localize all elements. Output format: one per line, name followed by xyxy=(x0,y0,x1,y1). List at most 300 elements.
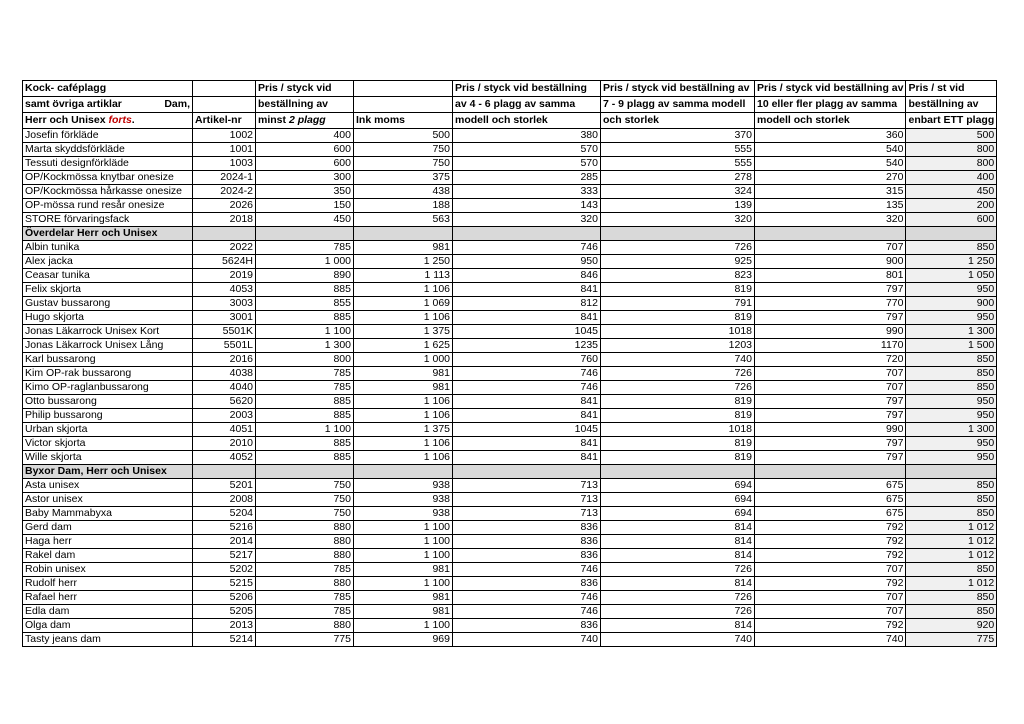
cell-price-7-9: 819 xyxy=(601,283,755,297)
table-row xyxy=(23,283,997,297)
cell-price-incl-vat: 1 375 xyxy=(354,325,453,339)
cell-price-10plus: 797 xyxy=(755,395,906,409)
cell-article-number: 4038 xyxy=(193,367,256,381)
cell-price-single: 850 xyxy=(906,381,997,395)
cell-price-10plus: 270 xyxy=(755,171,906,185)
cell-product-name: Astor unisex xyxy=(23,493,193,507)
cell-product-name: Rudolf herr xyxy=(23,577,193,591)
cell-price-10plus: 707 xyxy=(755,605,906,619)
cell-price-10plus: 720 xyxy=(755,353,906,367)
cell-price-incl-vat: 969 xyxy=(354,633,453,647)
cell-product-name: Asta unisex xyxy=(23,479,193,493)
cell-price-10plus: 707 xyxy=(755,367,906,381)
cell-price-single: 1 012 xyxy=(906,521,997,535)
section-title: Byxor Dam, Herr och Unisex xyxy=(23,465,193,479)
section-empty-cell xyxy=(354,465,453,479)
cell-product-name: Jonas Läkarrock Unisex Kort xyxy=(23,325,193,339)
cell-price-incl-vat: 1 625 xyxy=(354,339,453,353)
cell-price-4-6: 746 xyxy=(453,241,601,255)
cell-price-min2: 785 xyxy=(256,381,354,395)
cell-article-number: 5206 xyxy=(193,591,256,605)
cell-price-10plus: 792 xyxy=(755,577,906,591)
cell-price-10plus: 360 xyxy=(755,129,906,143)
cell-price-single: 800 xyxy=(906,143,997,157)
cell-price-min2: 300 xyxy=(256,171,354,185)
cell-price-incl-vat: 375 xyxy=(354,171,453,185)
header-price-7-9: 7 - 9 plagg av samma modell xyxy=(601,97,755,113)
cell-price-4-6: 713 xyxy=(453,507,601,521)
cell-price-10plus: 675 xyxy=(755,479,906,493)
header-price-4-6: modell och storlek xyxy=(453,113,601,129)
cell-price-7-9: 814 xyxy=(601,577,755,591)
cell-article-number: 5204 xyxy=(193,507,256,521)
cell-price-min2: 1 100 xyxy=(256,325,354,339)
section-empty-cell xyxy=(906,465,997,479)
cell-price-incl-vat: 981 xyxy=(354,241,453,255)
cell-product-name: Albin tunika xyxy=(23,241,193,255)
cell-product-name: OP/Kockmössa hårkasse onesize xyxy=(23,185,193,199)
table-row xyxy=(23,451,997,465)
cell-article-number: 2003 xyxy=(193,409,256,423)
cell-price-4-6: 143 xyxy=(453,199,601,213)
cell-price-4-6: 746 xyxy=(453,591,601,605)
header-price-10plus: modell och storlek xyxy=(755,113,906,129)
header-price-10plus: 10 eller fler plagg av samma xyxy=(755,97,906,113)
cell-price-single: 850 xyxy=(906,591,997,605)
cell-price-10plus: 320 xyxy=(755,213,906,227)
cell-price-incl-vat: 981 xyxy=(354,605,453,619)
cell-article-number: 4040 xyxy=(193,381,256,395)
header-price-min2: Pris / styck vid xyxy=(256,81,354,97)
cell-price-4-6: 836 xyxy=(453,577,601,591)
table-row xyxy=(23,395,997,409)
cell-price-7-9: 370 xyxy=(601,129,755,143)
cell-price-10plus: 990 xyxy=(755,423,906,437)
cell-price-7-9: 819 xyxy=(601,409,755,423)
cell-article-number: 3001 xyxy=(193,311,256,325)
cell-article-number: 2014 xyxy=(193,535,256,549)
cell-price-10plus: 770 xyxy=(755,297,906,311)
cell-price-10plus: 707 xyxy=(755,563,906,577)
cell-price-7-9: 139 xyxy=(601,199,755,213)
cell-price-10plus: 900 xyxy=(755,255,906,269)
header-price-min2: minst 2 plagg xyxy=(256,113,354,129)
cell-price-single: 850 xyxy=(906,367,997,381)
cell-product-name: Wille skjorta xyxy=(23,451,193,465)
cell-price-4-6: 746 xyxy=(453,381,601,395)
cell-price-min2: 880 xyxy=(256,521,354,535)
table-row xyxy=(23,325,997,339)
cell-price-4-6: 713 xyxy=(453,493,601,507)
cell-price-10plus: 707 xyxy=(755,241,906,255)
cell-price-7-9: 791 xyxy=(601,297,755,311)
cell-price-single: 1 012 xyxy=(906,549,997,563)
cell-price-10plus: 1170 xyxy=(755,339,906,353)
cell-price-incl-vat: 1 100 xyxy=(354,549,453,563)
cell-article-number: 4053 xyxy=(193,283,256,297)
cell-price-7-9: 814 xyxy=(601,549,755,563)
header-art-blank xyxy=(193,81,256,97)
cell-article-number: 4052 xyxy=(193,451,256,465)
cell-price-min2: 885 xyxy=(256,311,354,325)
cell-price-7-9: 1203 xyxy=(601,339,755,353)
table-row xyxy=(23,563,997,577)
cell-price-single: 450 xyxy=(906,185,997,199)
section-row xyxy=(23,465,997,479)
cell-price-min2: 880 xyxy=(256,577,354,591)
section-empty-cell xyxy=(354,227,453,241)
cell-article-number: 4051 xyxy=(193,423,256,437)
cell-article-number: 2022 xyxy=(193,241,256,255)
cell-product-name: Rakel dam xyxy=(23,549,193,563)
section-empty-cell xyxy=(906,227,997,241)
cell-price-7-9: 555 xyxy=(601,157,755,171)
cell-price-incl-vat: 750 xyxy=(354,157,453,171)
cell-product-name: Marta skyddsförkläde xyxy=(23,143,193,157)
cell-price-7-9: 814 xyxy=(601,619,755,633)
cell-price-10plus: 707 xyxy=(755,591,906,605)
cell-price-min2: 890 xyxy=(256,269,354,283)
cell-price-min2: 885 xyxy=(256,437,354,451)
cell-price-10plus: 135 xyxy=(755,199,906,213)
cell-price-single: 950 xyxy=(906,311,997,325)
cell-price-10plus: 707 xyxy=(755,381,906,395)
cell-price-min2: 800 xyxy=(256,353,354,367)
section-empty-cell xyxy=(256,465,354,479)
table-row xyxy=(23,549,997,563)
header-moms-blank xyxy=(354,97,453,113)
cell-price-4-6: 570 xyxy=(453,143,601,157)
cell-price-min2: 600 xyxy=(256,157,354,171)
section-empty-cell xyxy=(755,465,906,479)
header-moms-blank xyxy=(354,81,453,97)
table-row xyxy=(23,171,997,185)
cell-product-name: Kim OP-rak bussarong xyxy=(23,367,193,381)
cell-price-10plus: 797 xyxy=(755,437,906,451)
table-row xyxy=(23,353,997,367)
header-price-4-6: Pris / styck vid beställning xyxy=(453,81,601,97)
cell-price-7-9: 726 xyxy=(601,381,755,395)
cell-price-4-6: 333 xyxy=(453,185,601,199)
cell-price-min2: 785 xyxy=(256,563,354,577)
cell-price-min2: 150 xyxy=(256,199,354,213)
cell-price-min2: 880 xyxy=(256,549,354,563)
cell-price-single: 1 012 xyxy=(906,535,997,549)
cell-price-single: 600 xyxy=(906,213,997,227)
cell-price-4-6: 812 xyxy=(453,297,601,311)
cell-price-min2: 885 xyxy=(256,395,354,409)
cell-price-incl-vat: 1 100 xyxy=(354,521,453,535)
cell-price-min2: 785 xyxy=(256,241,354,255)
cell-price-7-9: 726 xyxy=(601,605,755,619)
cell-price-single: 200 xyxy=(906,199,997,213)
cell-price-min2: 785 xyxy=(256,591,354,605)
table-row xyxy=(23,381,997,395)
cell-price-7-9: 740 xyxy=(601,633,755,647)
table-row xyxy=(23,213,997,227)
header-price-single: enbart ETT plagg xyxy=(906,113,997,129)
header-category: Herr och Unisex forts. xyxy=(23,113,193,129)
cell-price-min2: 450 xyxy=(256,213,354,227)
cell-price-10plus: 797 xyxy=(755,409,906,423)
cell-price-incl-vat: 1 100 xyxy=(354,535,453,549)
header-category: samt övriga artiklar Dam, xyxy=(23,97,193,113)
cell-product-name: Gerd dam xyxy=(23,521,193,535)
header-price-10plus: Pris / styck vid beställning av xyxy=(755,81,906,97)
table-row xyxy=(23,311,997,325)
cell-price-7-9: 819 xyxy=(601,395,755,409)
cell-product-name: Ceasar tunika xyxy=(23,269,193,283)
table-row xyxy=(23,241,997,255)
cell-price-7-9: 740 xyxy=(601,353,755,367)
cell-price-incl-vat: 1 113 xyxy=(354,269,453,283)
cell-price-single: 850 xyxy=(906,241,997,255)
cell-product-name: Urban skjorta xyxy=(23,423,193,437)
cell-price-incl-vat: 1 106 xyxy=(354,437,453,451)
cell-article-number: 5214 xyxy=(193,633,256,647)
cell-price-incl-vat: 500 xyxy=(354,129,453,143)
section-empty-cell xyxy=(453,227,601,241)
cell-product-name: Robin unisex xyxy=(23,563,193,577)
cell-article-number: 5216 xyxy=(193,521,256,535)
cell-product-name: Felix skjorta xyxy=(23,283,193,297)
cell-article-number: 5501L xyxy=(193,339,256,353)
cell-price-7-9: 819 xyxy=(601,451,755,465)
cell-price-single: 900 xyxy=(906,297,997,311)
cell-price-single: 775 xyxy=(906,633,997,647)
cell-article-number: 2016 xyxy=(193,353,256,367)
header-price-7-9: och storlek xyxy=(601,113,755,129)
header-price-4-6: av 4 - 6 plagg av samma xyxy=(453,97,601,113)
cell-article-number: 5620 xyxy=(193,395,256,409)
cell-price-4-6: 841 xyxy=(453,409,601,423)
table-row xyxy=(23,605,997,619)
cell-price-single: 850 xyxy=(906,605,997,619)
section-title: Överdelar Herr och Unisex xyxy=(23,227,193,241)
cell-price-7-9: 1018 xyxy=(601,423,755,437)
cell-price-incl-vat: 981 xyxy=(354,367,453,381)
cell-price-7-9: 320 xyxy=(601,213,755,227)
cell-product-name: Victor skjorta xyxy=(23,437,193,451)
cell-price-incl-vat: 1 000 xyxy=(354,353,453,367)
cell-price-10plus: 675 xyxy=(755,493,906,507)
cell-price-single: 1 050 xyxy=(906,269,997,283)
cell-price-7-9: 819 xyxy=(601,437,755,451)
cell-price-single: 850 xyxy=(906,493,997,507)
cell-price-incl-vat: 981 xyxy=(354,381,453,395)
cell-price-min2: 885 xyxy=(256,283,354,297)
table-header xyxy=(23,81,997,129)
cell-price-single: 850 xyxy=(906,563,997,577)
cell-price-min2: 880 xyxy=(256,535,354,549)
cell-price-min2: 785 xyxy=(256,605,354,619)
cell-price-single: 800 xyxy=(906,157,997,171)
cell-article-number: 5205 xyxy=(193,605,256,619)
cell-price-min2: 750 xyxy=(256,479,354,493)
cell-price-7-9: 925 xyxy=(601,255,755,269)
table-row xyxy=(23,199,997,213)
cell-price-min2: 775 xyxy=(256,633,354,647)
cell-price-10plus: 990 xyxy=(755,325,906,339)
cell-price-incl-vat: 981 xyxy=(354,563,453,577)
cell-price-7-9: 819 xyxy=(601,311,755,325)
cell-product-name: Otto bussarong xyxy=(23,395,193,409)
cell-price-4-6: 841 xyxy=(453,395,601,409)
cell-price-min2: 350 xyxy=(256,185,354,199)
cell-article-number: 5624H xyxy=(193,255,256,269)
cell-price-min2: 750 xyxy=(256,493,354,507)
cell-price-4-6: 380 xyxy=(453,129,601,143)
cell-price-single: 850 xyxy=(906,507,997,521)
cell-product-name: Alex jacka xyxy=(23,255,193,269)
header-price-7-9: Pris / styck vid beställning av xyxy=(601,81,755,97)
cell-price-4-6: 746 xyxy=(453,605,601,619)
header-art-blank xyxy=(193,97,256,113)
cell-price-10plus: 797 xyxy=(755,451,906,465)
cell-article-number: 2019 xyxy=(193,269,256,283)
cell-price-10plus: 315 xyxy=(755,185,906,199)
cell-price-7-9: 694 xyxy=(601,493,755,507)
cell-price-min2: 785 xyxy=(256,367,354,381)
table-row xyxy=(23,409,997,423)
cell-article-number: 1001 xyxy=(193,143,256,157)
section-empty-cell xyxy=(601,465,755,479)
table-row xyxy=(23,521,997,535)
table-row xyxy=(23,185,997,199)
cell-price-4-6: 713 xyxy=(453,479,601,493)
cell-price-4-6: 1045 xyxy=(453,325,601,339)
header-incl-vat: Ink moms xyxy=(354,113,453,129)
cell-product-name: STORE förvaringsfack xyxy=(23,213,193,227)
header-price-single: Pris / st vid xyxy=(906,81,997,97)
cell-price-4-6: 570 xyxy=(453,157,601,171)
cell-price-incl-vat: 1 106 xyxy=(354,283,453,297)
cell-price-single: 1 500 xyxy=(906,339,997,353)
cell-product-name: Edla dam xyxy=(23,605,193,619)
section-empty-cell xyxy=(256,227,354,241)
cell-price-min2: 885 xyxy=(256,409,354,423)
cell-product-name: Gustav bussarong xyxy=(23,297,193,311)
table-row xyxy=(23,633,997,647)
cell-price-4-6: 841 xyxy=(453,283,601,297)
cell-price-4-6: 836 xyxy=(453,549,601,563)
cell-price-min2: 885 xyxy=(256,451,354,465)
cell-article-number: 2013 xyxy=(193,619,256,633)
cell-price-min2: 750 xyxy=(256,507,354,521)
cell-price-single: 1 012 xyxy=(906,577,997,591)
cell-price-7-9: 726 xyxy=(601,367,755,381)
cell-price-incl-vat: 1 375 xyxy=(354,423,453,437)
cell-price-10plus: 792 xyxy=(755,521,906,535)
header-price-single: beställning av xyxy=(906,97,997,113)
cell-price-4-6: 846 xyxy=(453,269,601,283)
cell-article-number: 1003 xyxy=(193,157,256,171)
cell-price-7-9: 278 xyxy=(601,171,755,185)
cell-price-single: 400 xyxy=(906,171,997,185)
cell-price-incl-vat: 1 106 xyxy=(354,395,453,409)
cell-price-7-9: 814 xyxy=(601,535,755,549)
cell-price-min2: 1 100 xyxy=(256,423,354,437)
section-empty-cell xyxy=(453,465,601,479)
cell-price-incl-vat: 1 106 xyxy=(354,311,453,325)
cell-price-min2: 1 000 xyxy=(256,255,354,269)
cell-price-10plus: 675 xyxy=(755,507,906,521)
cell-price-single: 950 xyxy=(906,437,997,451)
table-row xyxy=(23,143,997,157)
header-category: Kock- caféplagg xyxy=(23,81,193,97)
cell-price-single: 950 xyxy=(906,395,997,409)
cell-price-incl-vat: 563 xyxy=(354,213,453,227)
cell-product-name: OP-mössa rund resår onesize xyxy=(23,199,193,213)
cell-price-single: 1 250 xyxy=(906,255,997,269)
cell-product-name: Josefin förkläde xyxy=(23,129,193,143)
cell-price-min2: 1 300 xyxy=(256,339,354,353)
cell-product-name: OP/Kockmössa knytbar onesize xyxy=(23,171,193,185)
cell-price-7-9: 726 xyxy=(601,241,755,255)
cell-price-incl-vat: 1 250 xyxy=(354,255,453,269)
table-row xyxy=(23,619,997,633)
price-table xyxy=(22,80,997,647)
cell-price-4-6: 841 xyxy=(453,311,601,325)
cell-product-name: Hugo skjorta xyxy=(23,311,193,325)
cell-article-number: 2026 xyxy=(193,199,256,213)
section-empty-cell xyxy=(601,227,755,241)
cell-price-single: 1 300 xyxy=(906,423,997,437)
cell-price-4-6: 760 xyxy=(453,353,601,367)
cell-product-name: Tessuti designförkläde xyxy=(23,157,193,171)
cell-article-number: 2008 xyxy=(193,493,256,507)
cell-price-min2: 880 xyxy=(256,619,354,633)
table-row xyxy=(23,507,997,521)
cell-price-10plus: 740 xyxy=(755,633,906,647)
cell-price-7-9: 1018 xyxy=(601,325,755,339)
cell-price-incl-vat: 1 100 xyxy=(354,577,453,591)
cell-price-7-9: 555 xyxy=(601,143,755,157)
cell-price-10plus: 801 xyxy=(755,269,906,283)
cell-price-7-9: 726 xyxy=(601,563,755,577)
cell-price-10plus: 797 xyxy=(755,311,906,325)
cell-product-name: Olga dam xyxy=(23,619,193,633)
table-row xyxy=(23,157,997,171)
cell-price-incl-vat: 1 106 xyxy=(354,451,453,465)
cell-product-name: Kimo OP-raglanbussarong xyxy=(23,381,193,395)
cell-price-4-6: 841 xyxy=(453,451,601,465)
cell-price-4-6: 740 xyxy=(453,633,601,647)
table-row xyxy=(23,269,997,283)
cell-price-single: 950 xyxy=(906,409,997,423)
cell-product-name: Karl bussarong xyxy=(23,353,193,367)
cell-article-number: 2024-2 xyxy=(193,185,256,199)
cell-price-single: 1 300 xyxy=(906,325,997,339)
table-row xyxy=(23,339,997,353)
cell-article-number: 5202 xyxy=(193,563,256,577)
table-row xyxy=(23,297,997,311)
cell-price-incl-vat: 938 xyxy=(354,493,453,507)
cell-price-4-6: 836 xyxy=(453,521,601,535)
cell-price-7-9: 324 xyxy=(601,185,755,199)
table-row xyxy=(23,437,997,451)
cell-price-10plus: 792 xyxy=(755,535,906,549)
cell-price-4-6: 746 xyxy=(453,563,601,577)
cell-price-incl-vat: 938 xyxy=(354,479,453,493)
cell-price-10plus: 540 xyxy=(755,143,906,157)
cell-article-number: 5201 xyxy=(193,479,256,493)
header-price-min2: beställning av xyxy=(256,97,354,113)
cell-price-4-6: 836 xyxy=(453,535,601,549)
table-row xyxy=(23,493,997,507)
cell-article-number: 5501K xyxy=(193,325,256,339)
forts-highlight: forts xyxy=(108,114,132,126)
